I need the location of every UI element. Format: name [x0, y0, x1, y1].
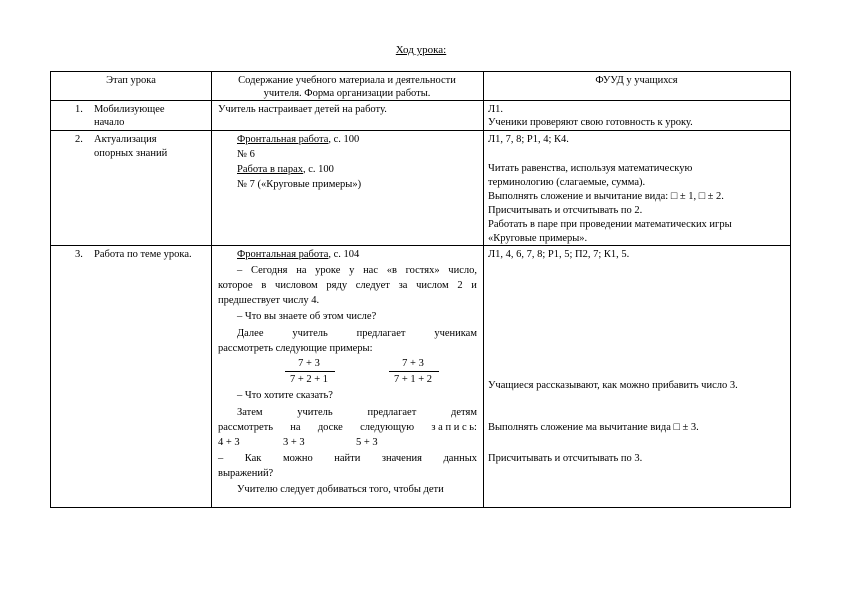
row2-stage-line1: Актуализация [94, 134, 157, 145]
row-divider-1 [51, 130, 790, 131]
row3-content-line1: Фронтальная работа, с. 104 [237, 249, 360, 260]
col-divider-1 [211, 72, 212, 507]
row3-stage: Работа по теме урока. [94, 249, 192, 260]
header-content-line1: Содержание учебного материала и деятельности [238, 75, 456, 86]
fraction-1-numerator: 7 + 3 [298, 358, 320, 369]
row2-uud-line6: Работать в паре при проведении математических игры [488, 219, 732, 230]
row2-content-line4: № 7 («Круговые примеры») [237, 179, 362, 190]
fraction-2-denominator: 7 + 1 + 2 [393, 374, 433, 385]
pair-work-link: Работа в парах [237, 164, 303, 175]
lesson-progress-title: Ход урока: [395, 44, 447, 56]
row2-content-line1: Фронтальная работа, с. 100 [237, 134, 360, 145]
row2-number: 2. [75, 134, 83, 145]
row1-number: 1. [75, 104, 83, 115]
row3-content-line5: – Что вы знаете об этом числе? [237, 311, 377, 322]
row3-content-line12: выражений? [218, 468, 274, 479]
row3-content-line8: – Что хотите сказать? [237, 390, 333, 401]
row2-uud-line3: терминологию (слагаемые, сумма). [488, 177, 646, 188]
row3-uud-line3: Выполнять сложение ма вычитание вида □ ± 3. [488, 422, 699, 433]
row2-content-line3: Работа в парах, с. 100 [237, 164, 334, 175]
row3-uud-line2: Учащиеся рассказывают, как можно прибавить число 3. [488, 380, 738, 391]
row2-uud-line7: «Круговые примеры». [488, 233, 588, 244]
expression-3: 5 + 3 [356, 437, 378, 448]
expression-2: 3 + 3 [283, 437, 305, 448]
row2-uud-line4: Выполнять сложение и вычитание вида: □ ± 1, □ ± 2. [488, 191, 724, 202]
row3-content-line4: предшествует числу 4. [218, 295, 320, 306]
row3-content-line6: Далее учитель предлагает ученикам [237, 328, 477, 339]
col-divider-2 [483, 72, 484, 507]
fraction-2-numerator: 7 + 3 [402, 358, 424, 369]
row3-content-line10: рассмотреть на доске следующую з а п и с ь: [218, 422, 477, 433]
frontal-work-link: Фронтальная работа [237, 134, 329, 145]
row3-content-line3: которое в числовом ряду следует за числом 2 и [218, 280, 477, 291]
row3-uud-line4: Присчитывать и отсчитывать по 3. [488, 453, 643, 464]
row1-stage-line2: начало [94, 117, 125, 128]
row3-content-line2: – Сегодня на уроке у нас «в гостях» число, [237, 265, 477, 276]
row1-uud-line2: Ученики проверяют свою готовность к уроку. [488, 117, 693, 128]
row-divider-header [51, 100, 790, 101]
fraction-1-denominator: 7 + 2 + 1 [289, 374, 329, 385]
row2-stage-line2: опорных знаний [94, 148, 168, 159]
row3-content-line11: – Как можно найти значения данных [218, 453, 477, 464]
frontal-work-link-2: Фронтальная работа [237, 249, 329, 260]
lesson-table [50, 71, 791, 508]
expression-1: 4 + 3 [218, 437, 240, 448]
row1-content: Учитель настраивает детей на работу. [218, 104, 387, 115]
row2-uud-line5: Присчитывать и отсчитывать по 2. [488, 205, 643, 216]
row1-uud-line1: Л1. [488, 104, 503, 115]
header-uud: ФУУД у учащихся [595, 75, 678, 86]
row3-uud-line1: Л1, 4, 6, 7, 8; Р1, 5; П2, 7; К1, 5. [488, 249, 630, 260]
row3-content-line7: рассмотреть следующие примеры: [218, 343, 373, 354]
row2-content-line2: № 6 [237, 149, 255, 160]
fraction-1-bar [285, 371, 335, 372]
row2-uud-line2: Читать равенства, используя математическую [488, 163, 693, 174]
header-content-line2: учителя. Форма организации работы. [263, 88, 431, 99]
row-divider-2 [51, 245, 790, 246]
row2-uud-line1: Л1, 7, 8; Р1, 4; К4. [488, 134, 569, 145]
fraction-2-bar [389, 371, 439, 372]
header-stage: Этап урока [106, 75, 156, 86]
row3-number: 3. [75, 249, 83, 260]
row3-content-line9: Затем учитель предлагает детям [237, 407, 477, 418]
row1-stage-line1: Мобилизующее [94, 104, 165, 115]
row3-content-line13: Учителю следует добиваться того, чтобы дети [237, 484, 444, 495]
